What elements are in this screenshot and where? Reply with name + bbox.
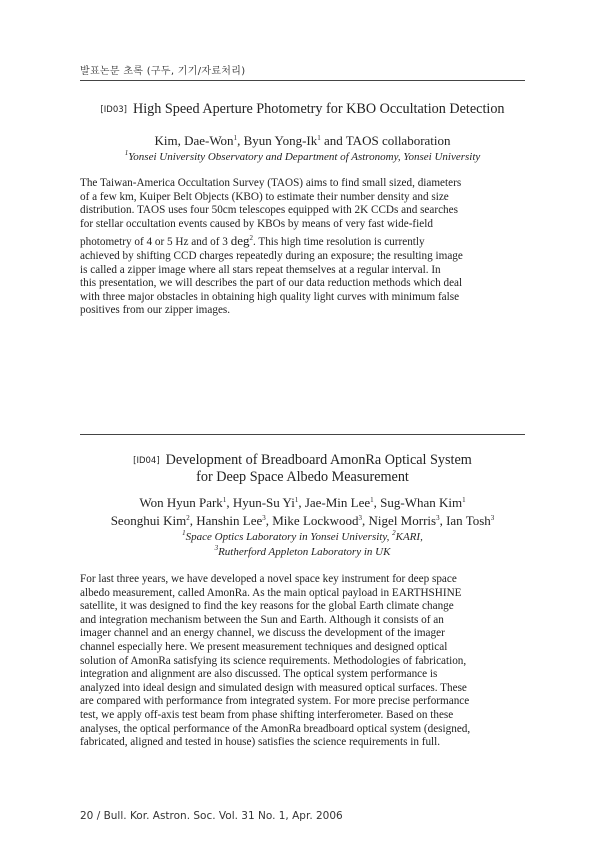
abstract-line: this presentation, we will describes the part of our data reduction methods which deal — [80, 277, 463, 290]
abstract-line: achieved by shifting CCD charges repeatedly during an exposure; the resulting image — [80, 249, 463, 262]
article2-affiliation-line1: $^1$Space Optics Laboratory in Yonsei University, $^2$KARI, — [182, 529, 423, 543]
abstract-line: For last three years, we have developed a novel space key instrument for deep space — [80, 573, 457, 585]
article1-abstract — [80, 177, 525, 318]
abstract-line: and integration mechanism between the Sun and Earth. Although it consists of an — [80, 613, 444, 626]
abstract-line: test, we apply off-axis test beam from phase shifting interferometer. Based on these — [80, 708, 454, 721]
article2-affiliation-line2: $^3$Rutherford Appleton Laboratory in UK — [214, 544, 391, 558]
abstract-line: for stellar occultation events caused by KBOs by means of very fast wide-field — [80, 217, 433, 230]
article2-authors-line2: Seonghui Kim$^2$, Hanshin Lee$^3$, Mike Lockwood$^3$, Nigel Morris$^3$, Ian Tosh$^3$ — [110, 513, 495, 528]
abstract-line: analyses, the optical performance of the AmonRa breadboard optical system (designed, — [80, 722, 471, 735]
abstract-line: imager channel and an energy channel, we discuss the development of the imager — [80, 627, 445, 640]
abstract-line: solution of AmonRa satisfying its science requirements. Methodologies of fabrication, — [80, 654, 467, 667]
abstract-line: are compared with performance from integrated system. For more precise performance — [80, 695, 470, 708]
abstract-line: with three major obstacles in obtaining high quality light curves with minimum false — [80, 290, 460, 303]
abstract-line: distribution. TAOS uses four 50cm telescopes equipped with 2K CCDs and searches — [80, 204, 458, 217]
article2-title-line1: Development of Breadboard AmonRa Optical System — [165, 452, 472, 468]
abstract-line: photometry of 4 or 5 Hz and of 3 deg$^2$. This high time resolution is currently — [80, 233, 425, 249]
page-footer: 20 / Bull. Kor. Astron. Soc. Vol. 31 No. 1, Apr. 2006 — [80, 810, 343, 822]
article2-title-line2: for Deep Space Albedo Measurement — [196, 469, 409, 485]
abstract-line: of a few km, Kuiper Belt Objects (KBO) to estimate their number density and size — [80, 190, 449, 203]
running-header: 발표논문 초록 (구두, 기기/자료처리) — [80, 66, 246, 77]
abstract-line: integration and alignment are also discussed. The optical system performance is — [80, 668, 438, 681]
abstract-line: The Taiwan-America Occultation Survey (TAOS) aims to find small sized, diameters — [80, 177, 462, 189]
article1-title-text: High Speed Aperture Photometry for KBO Occultation Detection — [132, 101, 505, 117]
article2-code: [ID04] — [133, 456, 160, 466]
article2-abstract — [80, 573, 525, 750]
abstract-line: channel especially here. We present measurement techniques and designed optical — [80, 640, 448, 653]
abstract-line: is called a zipper image where all stars repeat themselves at a regular interval. In — [80, 263, 441, 276]
article1-title — [80, 100, 525, 119]
header-rule — [80, 80, 525, 81]
abstract-line: fabricated, aligned and tested in house) satisfies the science requirements in full. — [80, 736, 441, 749]
article1-affiliation: $^1$Yonsei University Observatory and Department of Astronomy, Yonsei University — [124, 149, 481, 163]
article2-authors-line1: Won Hyun Park$^1$, Hyun-Su Yi$^1$, Jae-Min Lee$^1$, Sug-Whan Kim$^1$ — [139, 495, 466, 510]
section-divider — [80, 434, 525, 435]
abstract-line: analyzed into ideal design and simulated design with measured optical surfaces. These — [80, 681, 467, 694]
abstract-line: satellite, it was designed to find the key reasons for the global Earth climate change — [80, 600, 454, 613]
article1-code: [ID03] — [100, 105, 127, 115]
abstract-line: positives from our zipper images. — [80, 304, 231, 317]
abstract-line: albedo measurement, called AmonRa. As the main optical payload in EARTHSHINE — [80, 586, 462, 599]
article1-authors: Kim, Dae-Won$^1$, Byun Yong-Ik$^1$ and TAOS collaboration — [154, 133, 451, 148]
